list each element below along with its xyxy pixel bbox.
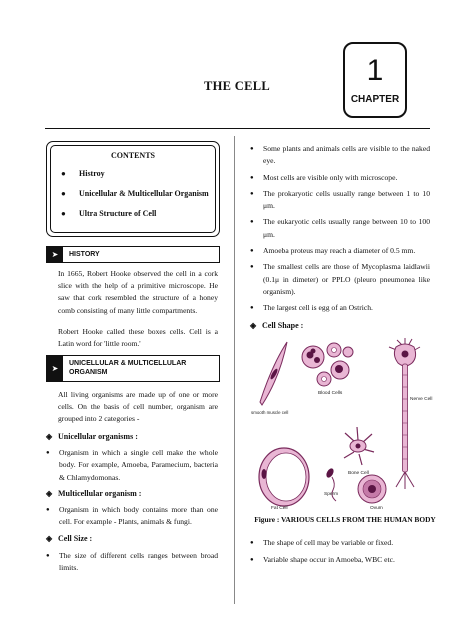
- list-item: ● Variable shape occur in Amoeba, WBC etc.: [250, 554, 430, 566]
- list-item: ● Organism in which a single cell make the whole body. For example, Amoeba, Paramecium, bacteria & Chlamydomonas.: [46, 447, 218, 484]
- cell-shape-title: Cell Shape :: [262, 321, 304, 330]
- chapter-number: 1: [366, 54, 384, 87]
- figure-label-bone: Bone Cell: [348, 471, 369, 476]
- contents-item: ● Ultra Structure of Cell: [61, 204, 215, 224]
- list-item: ● The shape of cell may be variable or fixed.: [250, 537, 430, 549]
- figure-label-sperm: Sperm: [324, 492, 339, 497]
- header-rule: [45, 128, 430, 129]
- list-item: ● The largest cell is egg of an Ostrich.: [250, 302, 430, 314]
- unimulti-heading: [69, 356, 219, 377]
- list-item: ● Most cells are visible only with microscope.: [250, 172, 430, 184]
- cell-shape-subheading: [250, 321, 303, 330]
- figure-label-ovum: Ovum: [370, 506, 383, 511]
- contents-item: ● Histroy: [61, 164, 215, 184]
- unimulti-intro: [58, 389, 218, 426]
- unimulti-heading-line2: ORGANISM: [69, 369, 108, 376]
- history-text: [58, 268, 218, 350]
- cell-facts-list: [250, 143, 430, 315]
- history-para-2: Robert Hooke called these boxes cells. Cell is a Latin word for 'little room.': [58, 326, 218, 349]
- figure-label-nerve: Nerve Cell: [410, 397, 433, 402]
- column-divider: [234, 136, 235, 604]
- chapter-badge: [343, 42, 407, 118]
- list-item: ● Amoeba proteus may reach a diameter of 0.5 mm.: [250, 245, 430, 257]
- contents-box: [46, 141, 220, 237]
- unimulti-intro-text: All living organisms are made up of one or more cells. On the basis of cell number, organism are grouped into 2 categories -: [58, 390, 218, 424]
- figure-caption: Figure : VARIOUS CELLS FROM THE HUMAN BODY: [254, 515, 436, 524]
- sperm-cell: [325, 467, 335, 479]
- unicellular-subheading: [46, 432, 138, 441]
- figure-label-blood: Blood Cells: [318, 391, 343, 396]
- list-item: ● Some plants and animals cells are visible to the naked eye.: [250, 143, 430, 168]
- page-title: THE CELL: [204, 79, 270, 93]
- cellsize-subheading: [46, 534, 92, 543]
- arrow-icon: ➤: [47, 356, 63, 381]
- history-para-1: In 1665, Robert Hooke observed the cell in a cork slice with the help of a primitive microscope. He saw that cork resembled the structure of a honey comb consisting of many little compartments.: [58, 269, 218, 315]
- list-item: ● The smallest cells are those of Mycoplasma laidlawii (0.1μ in dimeter) or PPLO (pleuro pneumonea like organism).: [250, 261, 430, 298]
- cellsize-list: [46, 550, 218, 575]
- cell-shape-list: [250, 537, 430, 567]
- nerve-axon: [403, 364, 408, 472]
- diamond-bullet-icon: ◈: [46, 534, 53, 543]
- list-item: ● The eukaryotic cells usually range between 10 to 100 μm.: [250, 216, 430, 241]
- contents-list: [51, 164, 215, 224]
- unimulti-heading-bar: [46, 355, 220, 382]
- multicellular-list: [46, 504, 218, 529]
- blood-cell: [343, 347, 353, 357]
- unicellular-list: [46, 447, 218, 484]
- diamond-bullet-icon: ◈: [250, 321, 257, 330]
- cells-figure: [250, 337, 440, 512]
- cellsize-title: Cell Size :: [58, 534, 93, 543]
- diamond-bullet-icon: ◈: [46, 489, 53, 498]
- list-item: ● Organism in which body contains more than one cell. For example - Plants, animals & fungi.: [46, 504, 218, 529]
- list-item: ● The size of different cells ranges between broad limits.: [46, 550, 218, 575]
- figure-label-smooth: smooth muscle cell: [251, 410, 289, 415]
- multicellular-subheading: [46, 489, 141, 498]
- history-heading: HISTORY: [69, 251, 100, 258]
- list-item: ● The prokaryotic cells usually range between 1 to 10 μm.: [250, 188, 430, 213]
- figure-label-fat: Fat Cell: [271, 506, 288, 511]
- unicellular-title: Unicellular organisms :: [58, 432, 138, 441]
- arrow-icon: ➤: [47, 247, 63, 262]
- history-heading-bar: [46, 246, 220, 263]
- multicellular-title: Multicellular organism :: [58, 489, 142, 498]
- unimulti-heading-line1: UNICELLULAR & MULTICELLULAR: [69, 360, 187, 367]
- chapter-label: CHAPTER: [350, 94, 400, 105]
- contents-item: ● Unicellular & Multicellular Organism: [61, 184, 215, 204]
- contents-heading: CONTENTS: [110, 151, 155, 160]
- diamond-bullet-icon: ◈: [46, 432, 53, 441]
